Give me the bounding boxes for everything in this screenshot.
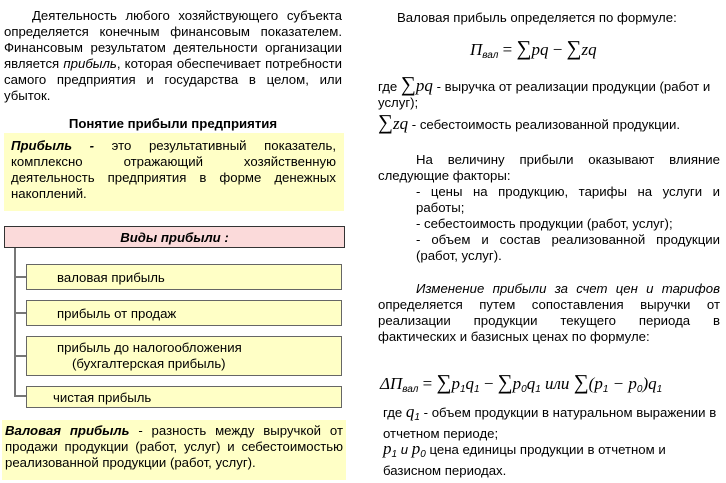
where-symbol: pq xyxy=(415,76,433,95)
type-label-sub: (бухгалтерская прибыль) xyxy=(72,356,226,371)
where-symbol: p xyxy=(411,439,421,458)
formula-eq: = xyxy=(418,374,437,393)
types-header: Виды прибыли : xyxy=(4,226,345,248)
where-sub: 0 xyxy=(420,449,426,460)
formula-lhs-sub: вал xyxy=(402,384,419,395)
gross-term: Валовая прибыль xyxy=(5,423,130,438)
formula-sub: 1 xyxy=(602,384,609,395)
where-quantity xyxy=(383,404,721,442)
formula-var: (p xyxy=(588,374,603,393)
formula-intro: Валовая прибыль определяется по формуле: xyxy=(397,10,677,25)
gross-definition-box xyxy=(2,420,346,480)
formula-minus: − xyxy=(548,40,567,59)
where-sub: 1 xyxy=(391,449,398,460)
type-pretax-profit xyxy=(26,336,342,376)
intro-italic: прибыль xyxy=(63,56,117,71)
tree-branch xyxy=(14,276,26,278)
type-label: прибыль до налогообложения xyxy=(57,340,242,355)
definition-text: это результативный показатель, комплексно отражающий хозяйственную деятельность предприятия в форме денежных накоплений. xyxy=(11,138,336,201)
formula-var: p xyxy=(512,374,522,393)
formula-term: pq xyxy=(531,40,549,59)
gross-profit-formula xyxy=(470,38,597,61)
type-label: чистая прибыль xyxy=(53,390,152,405)
where-cost xyxy=(378,112,724,133)
formula-var: )q xyxy=(642,374,657,393)
sigma-symbol: ∑ xyxy=(566,36,582,60)
factor-item: - объем и состав реализованной продукции (работ, услуг). xyxy=(416,232,720,263)
definition-term: Прибыль - xyxy=(11,138,95,153)
formula-term: zq xyxy=(581,40,597,59)
where-text: - себестоимость реализованной продукции. xyxy=(408,117,681,132)
factor-item: - себестоимость продукции (работ, услуг); xyxy=(416,216,673,231)
intro-end: , которая обеспечивает потребности самого предприятия и государства в целом, или убыток. xyxy=(4,56,342,103)
sigma-symbol: ∑ xyxy=(436,370,452,394)
intro-text: Деятельность любого хозяйствующего субъекта определяется конечным финансовым показателем. Финансовым результатом деятельности организации является xyxy=(4,8,342,71)
factors-intro: На величину прибыли оказывают влияние следующие факторы: xyxy=(378,152,720,183)
formula-var: q xyxy=(465,374,474,393)
where-text: цена единицы продукции в отчетном и базисном периодах. xyxy=(383,442,666,478)
sigma-symbol: ∑ xyxy=(573,370,589,394)
where-and: и xyxy=(397,442,412,457)
where-prices xyxy=(383,441,721,479)
formula-lhs-sub: вал xyxy=(482,50,499,61)
where-sub: 1 xyxy=(414,412,420,423)
where-prefix: где xyxy=(383,405,406,420)
formula-sub: 1 xyxy=(535,384,541,395)
formula-sub: 1 xyxy=(656,384,663,395)
sigma-symbol: ∑ xyxy=(516,36,532,60)
where-symbol: q xyxy=(405,402,415,421)
formula-var: q xyxy=(526,374,536,393)
where-symbol: p xyxy=(383,439,392,458)
type-label: валовая прибыль xyxy=(57,270,165,285)
price-change-paragraph xyxy=(378,281,720,345)
formula-eq: = xyxy=(498,40,517,59)
formula-sub: 1 xyxy=(474,384,480,395)
formula-or: или xyxy=(540,374,574,393)
tree-branch xyxy=(14,355,26,357)
factors-section xyxy=(378,152,720,264)
change-text: определяется путем сопоставления выручки от реализации продукции текущего периода в фактических и базисных ценах по формуле: xyxy=(378,297,720,344)
factor-item: - цены на продукцию, тарифы на услуги и работы; xyxy=(416,184,720,215)
formula-var: − p xyxy=(608,374,637,393)
where-text: - объем продукции в натуральном выражении в отчетном периоде; xyxy=(383,405,717,441)
formula-sub: 0 xyxy=(521,384,527,395)
formula-lhs: ΔП xyxy=(380,374,403,393)
intro-paragraph xyxy=(4,8,342,104)
type-label: прибыль от продаж xyxy=(57,306,177,321)
formula-var: p xyxy=(451,374,460,393)
where-text: - выручка от реализации продукции (работ и услуг); xyxy=(378,79,711,110)
sigma-symbol: ∑ xyxy=(400,72,416,96)
gross-text: - разность между выручкой от продажи продукции (работ, услуг) и себестоимостью реализованной продукции (работ, услуг). xyxy=(5,423,343,470)
where-prefix: где xyxy=(378,79,401,94)
tree-branch xyxy=(14,312,26,314)
type-net-profit xyxy=(26,386,342,408)
tree-branch xyxy=(14,395,26,397)
formula-sub: 0 xyxy=(636,384,643,395)
where-revenue xyxy=(378,74,724,111)
where-symbol: zq xyxy=(392,114,409,133)
tree-connector xyxy=(14,248,16,396)
formula-lhs: П xyxy=(470,40,483,59)
type-sales-profit xyxy=(26,300,342,326)
formula-sub: 1 xyxy=(459,384,466,395)
sigma-symbol: ∑ xyxy=(497,370,513,394)
formula-minus: − xyxy=(479,374,498,393)
definition-box xyxy=(4,133,344,211)
change-italic: Изменение прибыли за счет цен и тарифов xyxy=(416,281,720,296)
sigma-symbol: ∑ xyxy=(378,110,393,134)
concept-title: Понятие прибыли предприятия xyxy=(68,116,278,131)
price-change-formula xyxy=(380,372,662,395)
type-gross-profit xyxy=(26,264,342,290)
